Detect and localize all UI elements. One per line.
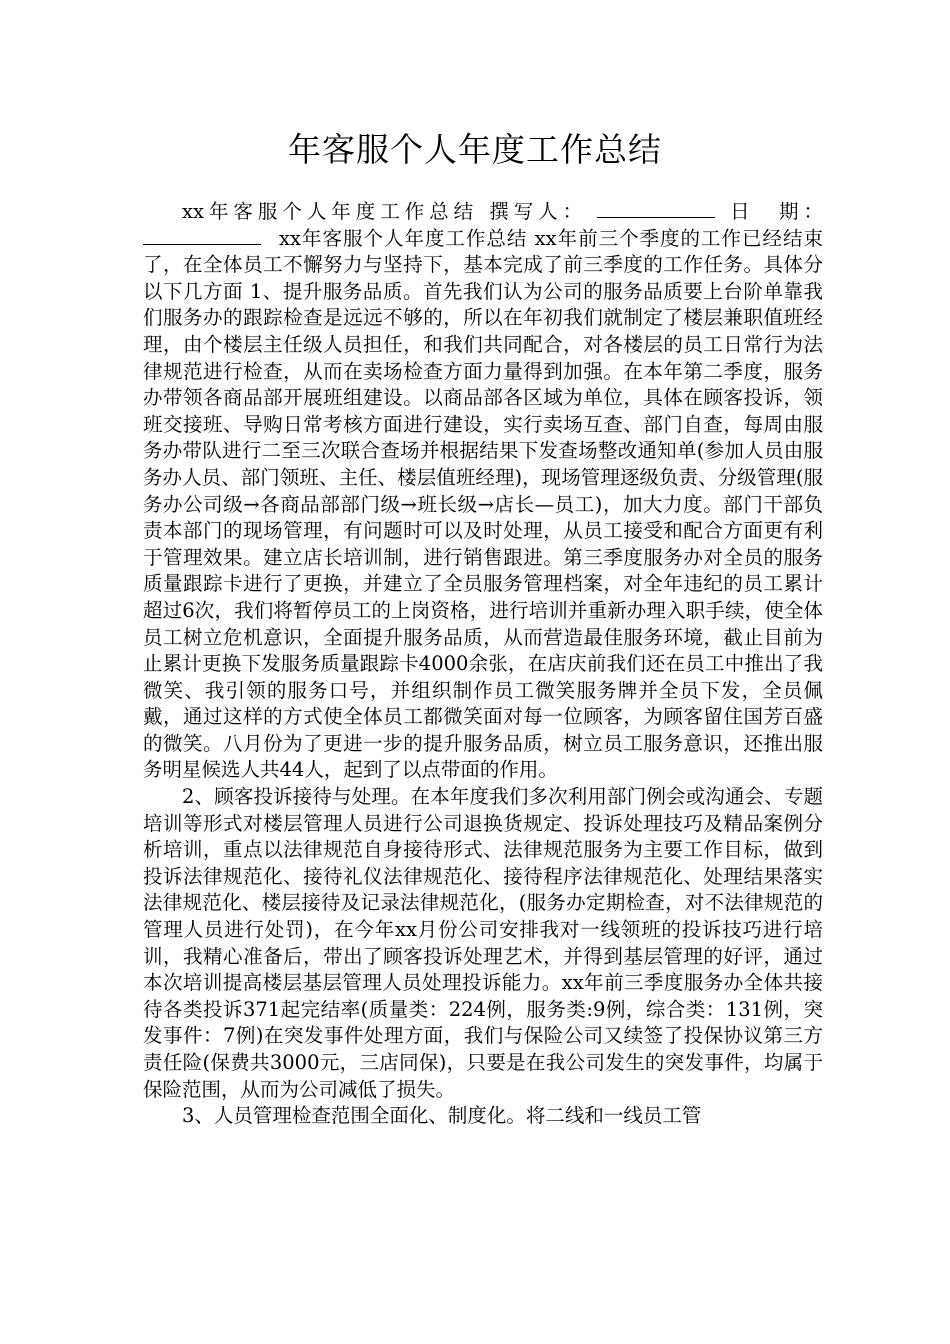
paragraph-3: 3、人员管理检查范围全面化、制度化。将二线和一线员工管: [182, 1104, 702, 1128]
header-doc-name: xx年客服个人年度工作总结: [182, 200, 479, 223]
date-label: 日 期：: [725, 200, 823, 223]
document-title: 年客服个人年度工作总结: [288, 130, 662, 169]
header-paragraph: [143, 199, 823, 784]
date-blank: [143, 226, 261, 245]
paragraph-1: xx年前三个季度的工作已经结束了，在全体员工不懈努力与坚持下，基本完成了前三季度的工作任务。具体分以下几方面 1、提升服务品质。首先我们认为公司的服务品质要上台阶单靠我们服务办的跟踪检查是远远不够的，所以在年初我们就制定了楼层兼职值班经理，由个楼层主任级人员担任，和我们共同配合，对各楼层的员工日常行为法律规范进行检查，从而在卖场检查方面力量得到加强。在本年第二季度，服务办带领各商品部开展班组建设。以商品部各区域为单位，具体在顾客投诉，领班交接班、导购日常考核方面进行建设，实行卖场互查、部门自查，每周由服务办带队进行二至三次联合查场并根据结果下发查场整改通知单(参加人员由服务办人员、部门领班、主任、楼层值班经理)，现场管理逐级负责、分级管理(服务办公司级→各商品部部门级→班长级→店长—员工)，加大力度。部门干部负责本部门的现场管理，有问题时可以及时处理，从员工接受和配合方面更有利于管理效果。建立店长培训制，进行销售跟进。第三季度服务办对全员的服务质量跟踪卡进行了更换，并建立了全员服务管理档案，对全年违纪的员工累计超过6次，我们将暂停员工的上岗资格，进行培训并重新办理入职手续，使全体员工树立危机意识，全面提升服务品质，从而营造最佳服务环境，截止目前为止累计更换下发服务质量跟踪卡4000余张，在店庆前我们还在员工中推出了我微笑、我引领的服务口号，并组织制作员工微笑服务牌并全员下发，全员佩戴，通过这样的方式使全体员工都微笑面对每一位顾客，为顾客留住国芳百盛的微笑。八月份为了更进一步的提升服务品质，树立员工服务意识，还推出服务明星候选人共44人，起到了以点带面的作用。: [143, 226, 824, 782]
writer-label: 撰写人：: [489, 200, 588, 223]
paragraph-2: 2、顾客投诉接待与处理。在本年度我们多次利用部门例会或沟通会、专题培训等形式对楼层管理人员进行公司退换货规定、投诉处理技巧及精品案例分析培训，重点以法律规范自身接待形式、法律规范服务为主要工作目标，做到投诉法律规范化、接待礼仪法律规范化、接待程序法律规范化、处理结果落实法律规范化、楼层接待及记录法律规范化，(服务办定期检查，对不法律规范的管理人员进行处罚)，在今年xx月份公司安排我对一线领班的投诉技巧进行培训，我精心准备后，带出了顾客投诉处理艺术，并得到基层管理的好评，通过本次培训提高楼层基层管理人员处理投诉能力。xx年前三季度服务办全体共接待各类投诉371起完结率(质量类：224例，服务类:9例，综合类：131例，突发事件：7例)在突发事件处理方面，我们与保险公司又续签了投保协议第三方责任险(保费共3000元，三店同保)，只要是在我公司发生的突发事件，均属于保险范围，从而为公司减低了损失。: [143, 785, 823, 1101]
writer-blank: [597, 199, 715, 218]
header-repeat-name: xx年客服个人年度工作总结: [279, 226, 528, 250]
document-body: [143, 199, 823, 1130]
